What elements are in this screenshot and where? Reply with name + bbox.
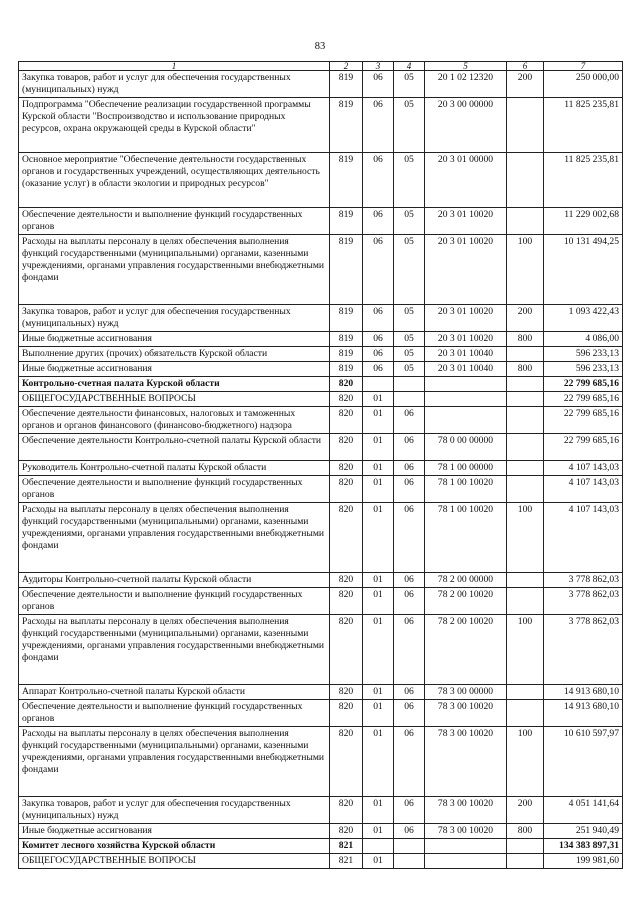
table-row (19, 153, 623, 208)
admin-code-cell: 819 (330, 235, 363, 305)
expense-type-cell (507, 854, 544, 869)
section-code-cell (363, 839, 394, 854)
section-code-cell: 06 (363, 235, 394, 305)
expense-type-cell (507, 434, 544, 461)
admin-code-cell: 820 (330, 573, 363, 588)
expense-type-cell: 800 (507, 332, 544, 347)
admin-code-cell: 821 (330, 839, 363, 854)
row-name-cell: Аудиторы Контрольно-счетной палаты Курской области (19, 573, 330, 588)
table-row (19, 461, 623, 476)
target-article-cell: 20 1 02 12320 (425, 71, 507, 98)
amount-cell: 134 383 897,31 (544, 839, 623, 854)
amount-cell: 11 825 235,81 (544, 153, 623, 208)
expense-type-cell (507, 700, 544, 727)
target-article-cell: 78 0 00 00000 (425, 434, 507, 461)
expense-type-cell (507, 407, 544, 434)
amount-cell: 3 778 862,03 (544, 588, 623, 615)
row-name-cell: Закупка товаров, работ и услуг для обеспечения государственных (муниципальных) нужд (19, 797, 330, 824)
subsection-code-cell: 06 (394, 588, 425, 615)
amount-cell: 22 799 685,16 (544, 392, 623, 407)
amount-cell: 10 131 494,25 (544, 235, 623, 305)
amount-cell: 22 799 685,16 (544, 407, 623, 434)
row-name-cell: Комитет лесного хозяйства Курской области (19, 839, 330, 854)
section-code-cell: 06 (363, 332, 394, 347)
admin-code-cell: 819 (330, 208, 363, 235)
target-article-cell: 20 3 01 10020 (425, 208, 507, 235)
row-name-cell: Подпрограмма "Обеспечение реализации государственной программы Курской области "Воспроизводство и использование природных ресурсов, охрана окружающей среды в Курской области" (19, 98, 330, 153)
expense-type-cell (507, 208, 544, 235)
subsection-code-cell: 05 (394, 208, 425, 235)
target-article-cell: 20 3 01 10040 (425, 362, 507, 377)
subsection-code-cell: 06 (394, 700, 425, 727)
target-article-cell (425, 392, 507, 407)
section-code-cell: 01 (363, 434, 394, 461)
expense-type-cell (507, 573, 544, 588)
section-code-cell: 06 (363, 71, 394, 98)
section-code-cell: 01 (363, 685, 394, 700)
section-code-cell: 01 (363, 461, 394, 476)
admin-code-cell: 819 (330, 71, 363, 98)
admin-code-cell: 820 (330, 615, 363, 685)
admin-code-cell: 820 (330, 503, 363, 573)
target-article-cell: 20 3 01 10020 (425, 305, 507, 332)
amount-cell: 250 000,00 (544, 71, 623, 98)
target-article-cell (425, 854, 507, 869)
subsection-code-cell: 06 (394, 573, 425, 588)
target-article-cell (425, 407, 507, 434)
section-code-cell: 01 (363, 588, 394, 615)
table-row (19, 305, 623, 332)
admin-code-cell: 819 (330, 362, 363, 377)
subsection-code-cell: 06 (394, 685, 425, 700)
section-code-cell: 01 (363, 727, 394, 797)
budget-table (18, 61, 623, 869)
table-row (19, 503, 623, 573)
admin-code-cell: 820 (330, 824, 363, 839)
amount-cell: 1 093 422,43 (544, 305, 623, 332)
table-row (19, 362, 623, 377)
admin-code-cell: 819 (330, 347, 363, 362)
expense-type-cell (507, 392, 544, 407)
amount-cell: 251 940,49 (544, 824, 623, 839)
table-row (19, 854, 623, 869)
target-article-cell: 78 1 00 10020 (425, 476, 507, 503)
section-code-cell: 01 (363, 854, 394, 869)
section-code-cell: 01 (363, 407, 394, 434)
amount-cell: 4 051 141,64 (544, 797, 623, 824)
admin-code-cell: 820 (330, 588, 363, 615)
subsection-code-cell: 05 (394, 347, 425, 362)
section-code-cell: 06 (363, 98, 394, 153)
subsection-code-cell: 06 (394, 797, 425, 824)
target-article-cell: 78 3 00 00000 (425, 685, 507, 700)
amount-cell: 596 233,13 (544, 347, 623, 362)
admin-code-cell: 820 (330, 700, 363, 727)
subsection-code-cell: 06 (394, 434, 425, 461)
amount-cell: 22 799 685,16 (544, 377, 623, 392)
admin-code-cell: 820 (330, 797, 363, 824)
target-article-cell: 78 2 00 10020 (425, 615, 507, 685)
row-name-cell: Закупка товаров, работ и услуг для обеспечения государственных (муниципальных) нужд (19, 71, 330, 98)
target-article-cell: 20 3 00 00000 (425, 98, 507, 153)
subsection-code-cell: 06 (394, 824, 425, 839)
subsection-code-cell: 06 (394, 615, 425, 685)
table-row (19, 377, 623, 392)
amount-cell: 11 825 235,81 (544, 98, 623, 153)
expense-type-cell (507, 685, 544, 700)
target-article-cell: 78 3 00 10020 (425, 727, 507, 797)
expense-type-cell (507, 98, 544, 153)
amount-cell: 3 778 862,03 (544, 573, 623, 588)
target-article-cell: 20 3 01 10020 (425, 332, 507, 347)
target-article-cell: 20 3 01 10040 (425, 347, 507, 362)
expense-type-cell: 100 (507, 503, 544, 573)
row-name-cell: Иные бюджетные ассигнования (19, 332, 330, 347)
table-row (19, 71, 623, 98)
row-name-cell: Расходы на выплаты персоналу в целях обеспечения выполнения функций государственными (муниципальными) органами, казенными учреждениями, органами управления государственными внебюджетными фондами (19, 727, 330, 797)
row-name-cell: Обеспечение деятельности и выполнение функций государственных органов (19, 700, 330, 727)
table-row (19, 573, 623, 588)
row-name-cell: Обеспечение деятельности и выполнение функций государственных органов (19, 476, 330, 503)
table-row (19, 332, 623, 347)
row-name-cell: Иные бюджетные ассигнования (19, 362, 330, 377)
section-code-cell: 01 (363, 615, 394, 685)
row-name-cell: Выполнение других (прочих) обязательств Курской области (19, 347, 330, 362)
subsection-code-cell: 06 (394, 727, 425, 797)
row-name-cell: Закупка товаров, работ и услуг для обеспечения государственных (муниципальных) нужд (19, 305, 330, 332)
table-row (19, 700, 623, 727)
page-number: 83 (314, 41, 326, 52)
admin-code-cell: 820 (330, 407, 363, 434)
subsection-code-cell: 05 (394, 332, 425, 347)
amount-cell: 4 107 143,03 (544, 476, 623, 503)
column-header: 3 (363, 62, 394, 71)
column-header: 4 (394, 62, 425, 71)
section-code-cell: 01 (363, 476, 394, 503)
expense-type-cell: 800 (507, 824, 544, 839)
section-code-cell: 01 (363, 797, 394, 824)
subsection-code-cell: 05 (394, 305, 425, 332)
expense-type-cell: 800 (507, 362, 544, 377)
target-article-cell: 78 1 00 00000 (425, 461, 507, 476)
section-code-cell: 01 (363, 824, 394, 839)
header-row (19, 62, 623, 71)
expense-type-cell (507, 839, 544, 854)
table-row (19, 434, 623, 461)
amount-cell: 14 913 680,10 (544, 685, 623, 700)
expense-type-cell (507, 476, 544, 503)
target-article-cell: 20 3 01 10020 (425, 235, 507, 305)
row-name-cell: Основное мероприятие "Обеспечение деятельности государственных органов и государственных учреждений, осуществляющих деятельность (оказание услуг) в области экологии и природных ресурсов" (19, 153, 330, 208)
amount-cell: 4 086,00 (544, 332, 623, 347)
table-row (19, 407, 623, 434)
subsection-code-cell: 05 (394, 71, 425, 98)
table-row (19, 727, 623, 797)
section-code-cell: 06 (363, 305, 394, 332)
amount-cell: 10 610 597,97 (544, 727, 623, 797)
row-name-cell: Контрольно-счетная палата Курской области (19, 377, 330, 392)
expense-type-cell: 100 (507, 615, 544, 685)
expense-type-cell (507, 377, 544, 392)
admin-code-cell: 820 (330, 476, 363, 503)
expense-type-cell (507, 588, 544, 615)
subsection-code-cell (394, 377, 425, 392)
table-row (19, 235, 623, 305)
section-code-cell (363, 377, 394, 392)
row-name-cell: Обеспечение деятельности и выполнение функций государственных органов (19, 588, 330, 615)
row-name-cell: Расходы на выплаты персоналу в целях обеспечения выполнения функций государственными (муниципальными) органами, казенными учреждениями, органами управления государственными внебюджетными фондами (19, 235, 330, 305)
amount-cell: 11 229 002,68 (544, 208, 623, 235)
admin-code-cell: 820 (330, 685, 363, 700)
amount-cell: 596 233,13 (544, 362, 623, 377)
admin-code-cell: 820 (330, 392, 363, 407)
row-name-cell: Расходы на выплаты персоналу в целях обеспечения выполнения функций государственными (муниципальными) органами, казенными учреждениями, органами управления государственными внебюджетными фондами (19, 503, 330, 573)
admin-code-cell: 819 (330, 153, 363, 208)
target-article-cell: 78 3 00 10020 (425, 824, 507, 839)
subsection-code-cell: 05 (394, 153, 425, 208)
subsection-code-cell: 05 (394, 235, 425, 305)
section-code-cell: 06 (363, 208, 394, 235)
section-code-cell: 01 (363, 573, 394, 588)
section-code-cell: 01 (363, 503, 394, 573)
target-article-cell: 78 3 00 10020 (425, 797, 507, 824)
expense-type-cell: 200 (507, 71, 544, 98)
column-header: 1 (19, 62, 330, 71)
table-row (19, 476, 623, 503)
expense-type-cell (507, 461, 544, 476)
column-header: 2 (330, 62, 363, 71)
subsection-code-cell (394, 392, 425, 407)
row-name-cell: ОБЩЕГОСУДАРСТВЕННЫЕ ВОПРОСЫ (19, 854, 330, 869)
subsection-code-cell (394, 839, 425, 854)
row-name-cell: Руководитель Контрольно-счетной палаты Курской области (19, 461, 330, 476)
admin-code-cell: 820 (330, 461, 363, 476)
admin-code-cell: 819 (330, 98, 363, 153)
subsection-code-cell (394, 854, 425, 869)
expense-type-cell: 100 (507, 727, 544, 797)
row-name-cell: Обеспечение деятельности и выполнение функций государственных органов (19, 208, 330, 235)
target-article-cell: 20 3 01 00000 (425, 153, 507, 208)
subsection-code-cell: 06 (394, 476, 425, 503)
expense-type-cell (507, 347, 544, 362)
row-name-cell: Обеспечение деятельности финансовых, налоговых и таможенных органов и органов финансового (финансово-бюджетного) надзора (19, 407, 330, 434)
section-code-cell: 01 (363, 700, 394, 727)
table-row (19, 392, 623, 407)
table-row (19, 98, 623, 153)
table-row (19, 824, 623, 839)
admin-code-cell: 820 (330, 377, 363, 392)
subsection-code-cell: 06 (394, 503, 425, 573)
amount-cell: 3 778 862,03 (544, 615, 623, 685)
section-code-cell: 01 (363, 392, 394, 407)
table-row (19, 685, 623, 700)
table-row (19, 615, 623, 685)
table-row (19, 347, 623, 362)
subsection-code-cell: 06 (394, 461, 425, 476)
admin-code-cell: 819 (330, 305, 363, 332)
target-article-cell: 78 3 00 10020 (425, 700, 507, 727)
target-article-cell: 78 2 00 10020 (425, 588, 507, 615)
admin-code-cell: 819 (330, 332, 363, 347)
section-code-cell: 06 (363, 362, 394, 377)
subsection-code-cell: 05 (394, 98, 425, 153)
amount-cell: 199 981,60 (544, 854, 623, 869)
section-code-cell: 06 (363, 347, 394, 362)
row-name-cell: ОБЩЕГОСУДАРСТВЕННЫЕ ВОПРОСЫ (19, 392, 330, 407)
row-name-cell: Иные бюджетные ассигнования (19, 824, 330, 839)
column-header: 6 (507, 62, 544, 71)
target-article-cell (425, 377, 507, 392)
row-name-cell: Аппарат Контрольно-счетной палаты Курской области (19, 685, 330, 700)
subsection-code-cell: 06 (394, 407, 425, 434)
table-row (19, 839, 623, 854)
table-body (19, 71, 623, 869)
table-row (19, 797, 623, 824)
admin-code-cell: 820 (330, 727, 363, 797)
row-name-cell: Расходы на выплаты персоналу в целях обеспечения выполнения функций государственными (муниципальными) органами, казенными учреждениями, органами управления государственными внебюджетными фондами (19, 615, 330, 685)
column-header: 5 (425, 62, 507, 71)
table-row (19, 588, 623, 615)
amount-cell: 4 107 143,03 (544, 503, 623, 573)
admin-code-cell: 820 (330, 434, 363, 461)
amount-cell: 14 913 680,10 (544, 700, 623, 727)
amount-cell: 22 799 685,16 (544, 434, 623, 461)
expense-type-cell: 200 (507, 797, 544, 824)
expense-type-cell (507, 153, 544, 208)
section-code-cell: 06 (363, 153, 394, 208)
expense-type-cell: 200 (507, 305, 544, 332)
row-name-cell: Обеспечение деятельности Контрольно-счетной палаты Курской области (19, 434, 330, 461)
target-article-cell (425, 839, 507, 854)
table-row (19, 208, 623, 235)
target-article-cell: 78 2 00 00000 (425, 573, 507, 588)
subsection-code-cell: 05 (394, 362, 425, 377)
amount-cell: 4 107 143,03 (544, 461, 623, 476)
column-header: 7 (544, 62, 623, 71)
target-article-cell: 78 1 00 10020 (425, 503, 507, 573)
admin-code-cell: 821 (330, 854, 363, 869)
expense-type-cell: 100 (507, 235, 544, 305)
